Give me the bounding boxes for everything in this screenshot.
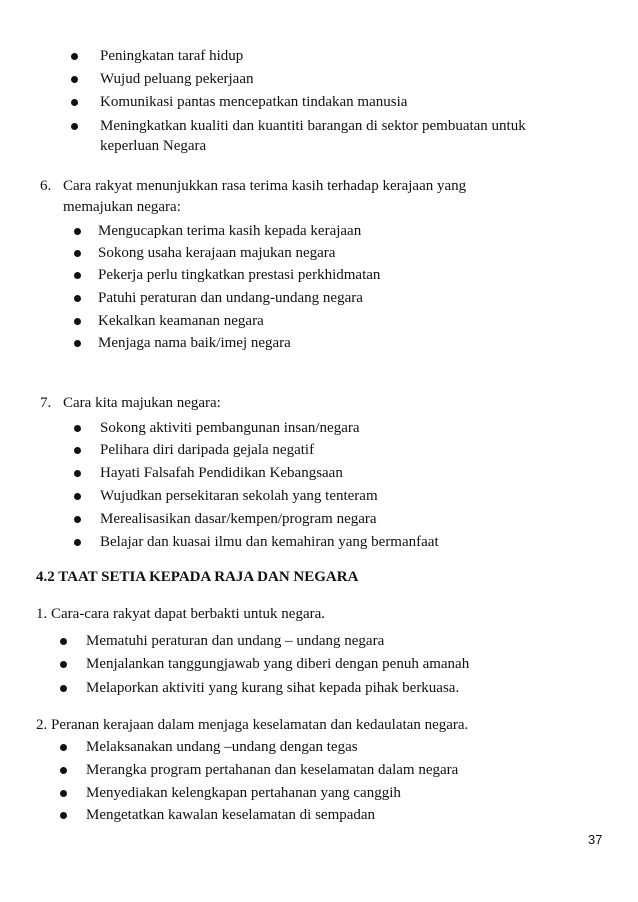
list-item: Merangka program pertahanan dan keselamatan dalam negara: [86, 762, 459, 778]
bullet-icon: [71, 117, 78, 130]
bullet-icon: [74, 510, 81, 523]
bullet-icon: [71, 93, 78, 106]
list-item: Peningkatan taraf hidup: [100, 48, 244, 64]
list-item: Sokong aktiviti pembangunan insan/negara: [100, 420, 360, 436]
bullet-icon: [74, 334, 81, 347]
bullet-icon: [60, 738, 67, 751]
list-item: Wujud peluang pekerjaan: [100, 71, 254, 87]
list-item: Mengucapkan terima kasih kepada kerajaan: [98, 223, 362, 239]
bullet-icon: [60, 632, 67, 645]
bullet-icon: [71, 47, 78, 60]
bullet-icon: [74, 289, 81, 302]
bullet-icon: [74, 441, 81, 454]
list-item: Pekerja perlu tingkatkan prestasi perkhidmatan: [98, 267, 381, 283]
page-number: 37: [588, 832, 603, 847]
section-number: 6.: [40, 178, 52, 194]
bullet-icon: [71, 70, 78, 83]
list-item: Hayati Falsafah Pendidikan Kebangsaan: [100, 465, 343, 481]
list-item-continuation: keperluan Negara: [100, 138, 207, 154]
section-heading: 4.2 TAAT SETIA KEPADA RAJA DAN NEGARA: [36, 569, 359, 585]
section-title: Cara kita majukan negara:: [63, 395, 221, 411]
section-title-continuation: memajukan negara:: [63, 199, 181, 215]
bullet-icon: [60, 761, 67, 774]
bullet-icon: [74, 533, 81, 546]
bullet-icon: [74, 464, 81, 477]
list-item: Kekalkan keamanan negara: [98, 313, 264, 329]
list-item: Wujudkan persekitaran sekolah yang tenteram: [100, 488, 378, 504]
list-item: Mematuhi peraturan dan undang – undang negara: [86, 633, 385, 649]
bullet-icon: [74, 312, 81, 325]
list-item: Melaporkan aktiviti yang kurang sihat kepada pihak berkuasa.: [86, 680, 460, 696]
bullet-icon: [74, 244, 81, 257]
bullet-icon: [74, 487, 81, 500]
bullet-icon: [60, 784, 67, 797]
list-item: Meningkatkan kualiti dan kuantiti barangan di sektor pembuatan untuk: [100, 118, 526, 134]
list-item: Komunikasi pantas mencepatkan tindakan manusia: [100, 94, 408, 110]
subsection-title: 2. Peranan kerajaan dalam menjaga keselamatan dan kedaulatan negara.: [36, 717, 469, 733]
section-title: Cara rakyat menunjukkan rasa terima kasih terhadap kerajaan yang: [63, 178, 467, 194]
bullet-icon: [74, 266, 81, 279]
list-item: Patuhi peraturan dan undang-undang negara: [98, 290, 363, 306]
list-item: Menyediakan kelengkapan pertahanan yang canggih: [86, 785, 401, 801]
list-item: Melaksanakan undang –undang dengan tegas: [86, 739, 358, 755]
list-item: Pelihara diri daripada gejala negatif: [100, 442, 315, 458]
bullet-icon: [74, 419, 81, 432]
bullet-icon: [60, 655, 67, 668]
list-item: Mengetatkan kawalan keselamatan di sempadan: [86, 807, 376, 823]
bullet-icon: [60, 679, 67, 692]
list-item: Merealisasikan dasar/kempen/program negara: [100, 511, 377, 527]
bullet-icon: [60, 806, 67, 819]
bullet-icon: [74, 222, 81, 235]
list-item: Belajar dan kuasai ilmu dan kemahiran yang bermanfaat: [100, 534, 439, 550]
section-number: 7.: [40, 395, 52, 411]
list-item: Menjaga nama baik/imej negara: [98, 335, 291, 351]
list-item: Menjalankan tanggungjawab yang diberi dengan penuh amanah: [86, 656, 470, 672]
list-item: Sokong usaha kerajaan majukan negara: [98, 245, 336, 261]
subsection-title: 1. Cara-cara rakyat dapat berbakti untuk negara.: [36, 606, 326, 622]
